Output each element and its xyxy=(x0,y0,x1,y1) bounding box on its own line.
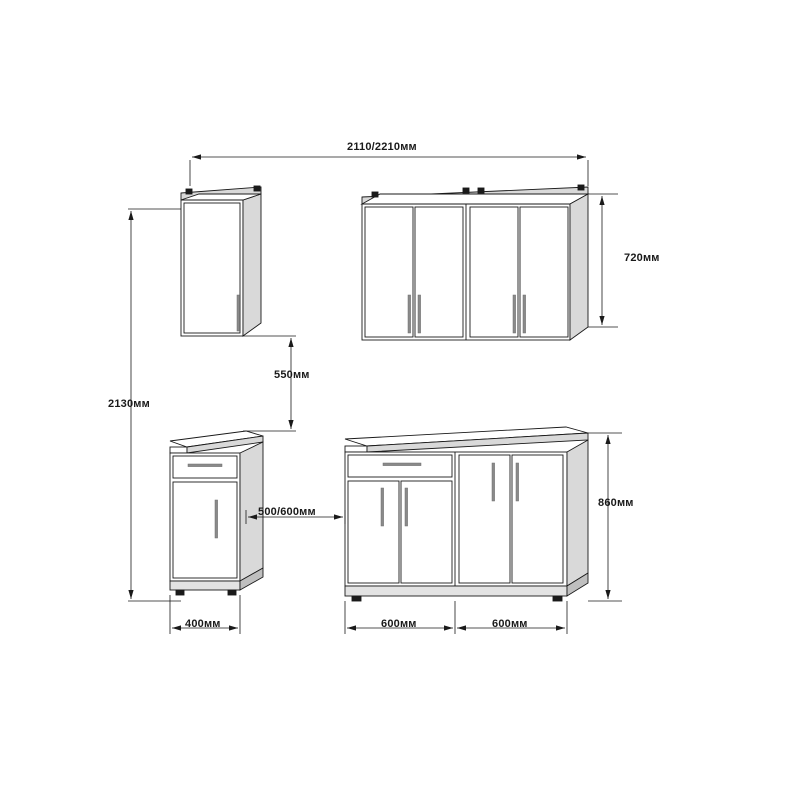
base-cabinet-wide xyxy=(345,427,588,601)
base-cabinet-small xyxy=(170,431,263,595)
dim-label-total-width: 2110/2210мм xyxy=(347,141,417,153)
dim-label-base-section-2: 600мм xyxy=(492,618,528,630)
dim-label-base-depth: 500/600мм xyxy=(258,506,316,518)
dim-label-wall-cabinet-from-floor: 550мм xyxy=(274,369,310,381)
dim-label-base-section-1: 600мм xyxy=(381,618,417,630)
wall-cabinet-wide xyxy=(362,185,588,340)
wall-cabinet-small xyxy=(181,186,261,336)
dim-label-wall-cabinet-height: 720мм xyxy=(624,252,660,264)
dim-label-total-height: 2130мм xyxy=(108,398,150,410)
dim-label-base-small-width: 400мм xyxy=(185,618,221,630)
dim-label-base-cabinet-height: 860мм xyxy=(598,497,634,509)
